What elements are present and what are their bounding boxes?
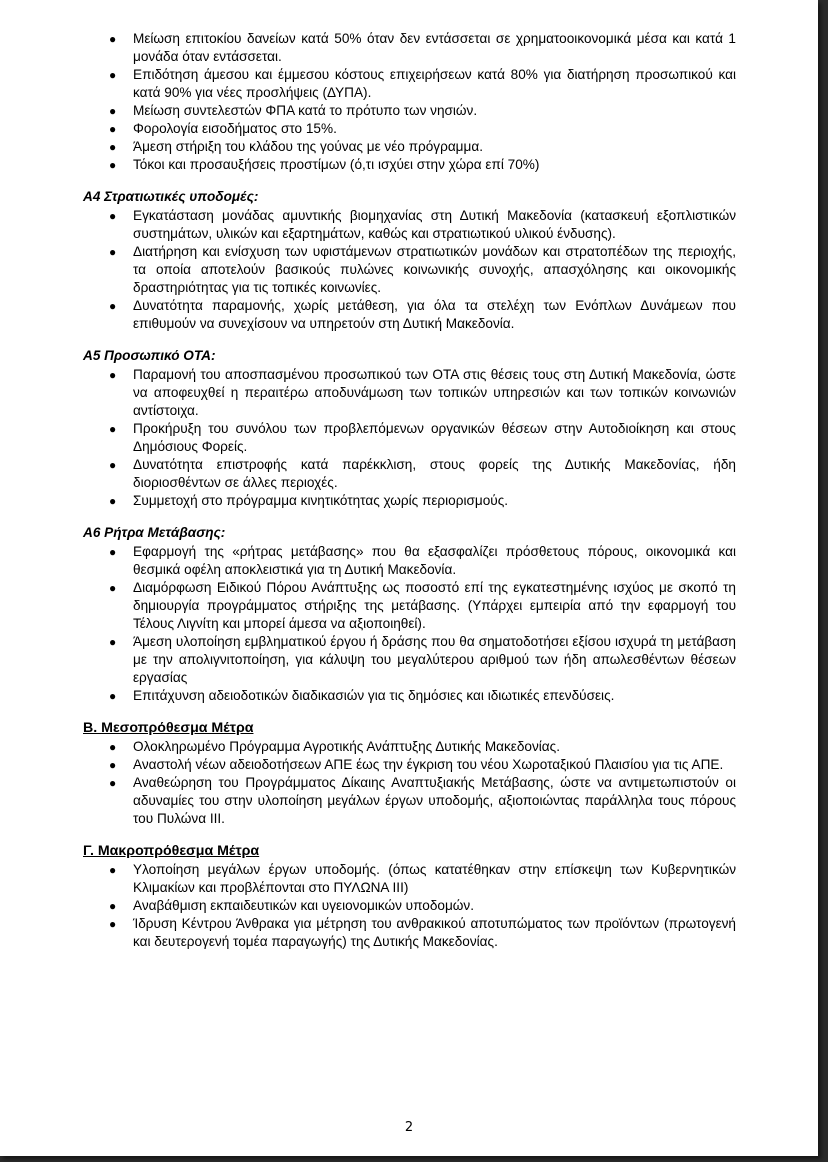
page-number: 2	[404, 1120, 414, 1135]
bullet-icon: ●	[109, 422, 117, 436]
list-item: ● Εγκατάσταση μονάδας αμυντικής βιομηχανίας στη Δυτική Μακεδονία (κατασκευή εξοπλιστικών συστημάτων, υλικών και εξαρτημάτων, καθώς και στρατιωτικού υλικού ένδυσης).	[109, 208, 736, 241]
section-heading-a6: Α6 Ρήτρα Μετάβασης:	[83, 525, 226, 540]
list-item: ● Παραμονή του αποσπασμένου προσωπικού των ΟΤΑ στις θέσεις τους στη Δυτική Μακεδονία, ώστε να αποφευχθεί η περαιτέρω αποδυνάμωση των τοπικών υπηρεσιών και των τοπικών κοινωνιών αντίστοιχα.	[109, 367, 736, 418]
bullet-icon: ●	[109, 458, 117, 472]
bullet-icon: ●	[109, 740, 117, 754]
bullet-icon: ●	[109, 68, 117, 82]
section-list-a4	[83, 207, 736, 333]
long-term-heading: Γ. Μακροπρόθεσμα Μέτρα	[83, 843, 260, 859]
bullet-icon: ●	[109, 494, 117, 508]
bullet-icon: ●	[109, 899, 117, 913]
list-item: ● Επιδότηση άμεσου και έμμεσου κόστους επιχειρήσεων κατά 80% για διατήρηση προσωπικού και κατά 90% για νέες προσλήψεις (ΔΥΠΑ).	[109, 67, 736, 100]
bullet-icon: ●	[109, 122, 117, 136]
list-item: ● Ίδρυση Κέντρου Άνθρακα για μέτρηση του ανθρακικού αποτυπώματος των προϊόντων (πρωτογενή και δευτερογενή τομέα παραγωγής) της Δυτικής Μακεδονίας.	[109, 916, 736, 949]
bullet-icon: ●	[109, 776, 117, 790]
bullet-icon: ●	[109, 245, 117, 259]
list-item: ● Επιτάχυνση αδειοδοτικών διαδικασιών για τις δημόσιες και ιδιωτικές επενδύσεις.	[109, 688, 615, 703]
bullet-icon: ●	[109, 635, 117, 649]
list-item: ● Διατήρηση και ενίσχυση των υφιστάμενων στρατιωτικών μονάδων και στρατοπέδων της περιοχής, τα οποία αποτελούν βασικούς πυλώνες κοινωνικής συνοχής, απασχόλησης και οικονομικής δραστηριότητας για τις τοπικές κοινωνίες.	[109, 244, 736, 295]
bullet-icon: ●	[109, 863, 117, 877]
page-content	[83, 30, 736, 951]
section-list-a5	[83, 366, 736, 510]
list-item: ● Φορολογία εισοδήματος στο 15%.	[109, 121, 337, 136]
section-heading-a4: Α4 Στρατιωτικές υποδομές:	[83, 189, 259, 204]
list-item: ● Άμεση υλοποίηση εμβληματικού έργου ή δράσης που θα σηματοδοτήσει εξίσου ισχυρά τη μετάβαση με την απολιγνιτοποίηση, για κάλυψη του μεγαλύτερου αριθμού των ήδη απωλεσθέντων θέσεων εργασίας	[109, 634, 736, 685]
list-item: ● Δυνατότητα παραμονής, χωρίς μετάθεση, για όλα τα στελέχη των Ενόπλων Δυνάμεων που επιθυμούν να συνεχίσουν να υπηρετούν στη Δυτική Μακεδονία.	[109, 298, 736, 331]
list-item: ● Άμεση στήριξη του κλάδου της γούνας με νέο πρόγραμμα.	[109, 139, 483, 154]
list-item: ● Εφαρμογή της «ρήτρας μετάβασης» που θα εξασφαλίζει πρόσθετους πόρους, οικονομικά και θεσμικά οφέλη αποκλειστικά για τη Δυτική Μακεδονία.	[109, 544, 736, 577]
bullet-icon: ●	[109, 32, 117, 46]
list-item: ● Αναστολή νέων αδειοδοτήσεων ΑΠΕ έως την έγκριση του νέου Χωροταξικού Πλαισίου για τις ΑΠΕ.	[109, 757, 724, 772]
list-item: ● Μείωση συντελεστών ΦΠΑ κατά το πρότυπο των νησιών.	[109, 103, 478, 118]
list-item: ● Υλοποίηση μεγάλων έργων υποδομής. (όπως κατατέθηκαν στην επίσκεψη των Κυβερνητικών Κλιμακίων και προβλέπονται στο ΠΥΛΩΝΑ ΙΙΙ)	[109, 862, 736, 895]
medium-term-list	[83, 738, 736, 828]
bullet-icon: ●	[109, 209, 117, 223]
list-item: ● Αναβάθμιση εκπαιδευτικών και υγειονομικών υποδομών.	[109, 898, 474, 913]
section-heading-a5: Α5 Προσωπικό ΟΤΑ:	[83, 348, 216, 363]
bullet-icon: ●	[109, 104, 117, 118]
bullet-icon: ●	[109, 140, 117, 154]
intro-list	[83, 30, 736, 174]
list-item: ● Αναθεώρηση του Προγράμματος Δίκαιης Αναπτυξιακής Μετάβασης, ώστε να αντιμετωπιστούν οι αδυναμίες του στην υλοποίηση μεγάλων έργων υποδομής, αξιοποιώντας παράλληλα τους πόρους του Πυλώνα ΙΙΙ.	[109, 775, 736, 826]
bullet-icon: ●	[109, 758, 117, 772]
list-item: ● Δυνατότητα επιστροφής κατά παρέκκλιση, στους φορείς της Δυτικής Μακεδονίας, ήδη διοριοσθέντων σε άλλες περιοχές.	[109, 457, 736, 490]
bullet-icon: ●	[109, 689, 117, 703]
list-item: ● Διαμόρφωση Ειδικού Πόρου Ανάπτυξης ως ποσοστό επί της εγκατεστημένης ισχύος με σκοπό τη δημιουργία προγράμματος στήριξης της μετάβασης. (Υπάρχει εμπειρία από την εφαρμογή του Τέλους Λιγνίτη και μπορεί άμεσα να αξιοποιηθεί).	[109, 580, 736, 631]
medium-term-heading: Β. Μεσοπρόθεσμα Μέτρα	[83, 720, 254, 736]
list-item: ● Μείωση επιτοκίου δανείων κατά 50% όταν δεν εντάσσεται σε χρηματοοικονομικά μέσα και κατά 1 μονάδα όταν εντάσσεται.	[109, 31, 736, 64]
bullet-icon: ●	[109, 917, 117, 931]
list-item: ● Προκήρυξη του συνόλου των προβλεπόμενων οργανικών θέσεων στην Αυτοδιοίκηση και στους Δημόσιους Φορείς.	[109, 421, 736, 454]
section-list-a6	[83, 543, 736, 705]
bullet-icon: ●	[109, 368, 117, 382]
list-item: ● Τόκοι και προσαυξήσεις προστίμων (ό,τι ισχύει στην χώρα επί 70%)	[109, 157, 540, 172]
bullet-icon: ●	[109, 581, 117, 595]
list-item: ● Συμμετοχή στο πρόγραμμα κινητικότητας χωρίς περιορισμούς.	[109, 493, 509, 508]
bullet-icon: ●	[109, 299, 117, 313]
list-item: ● Ολοκληρωμένο Πρόγραμμα Αγροτικής Ανάπτυξης Δυτικής Μακεδονίας.	[109, 739, 560, 754]
long-term-list	[83, 861, 736, 951]
bullet-icon: ●	[109, 545, 117, 559]
bullet-icon: ●	[109, 158, 117, 172]
